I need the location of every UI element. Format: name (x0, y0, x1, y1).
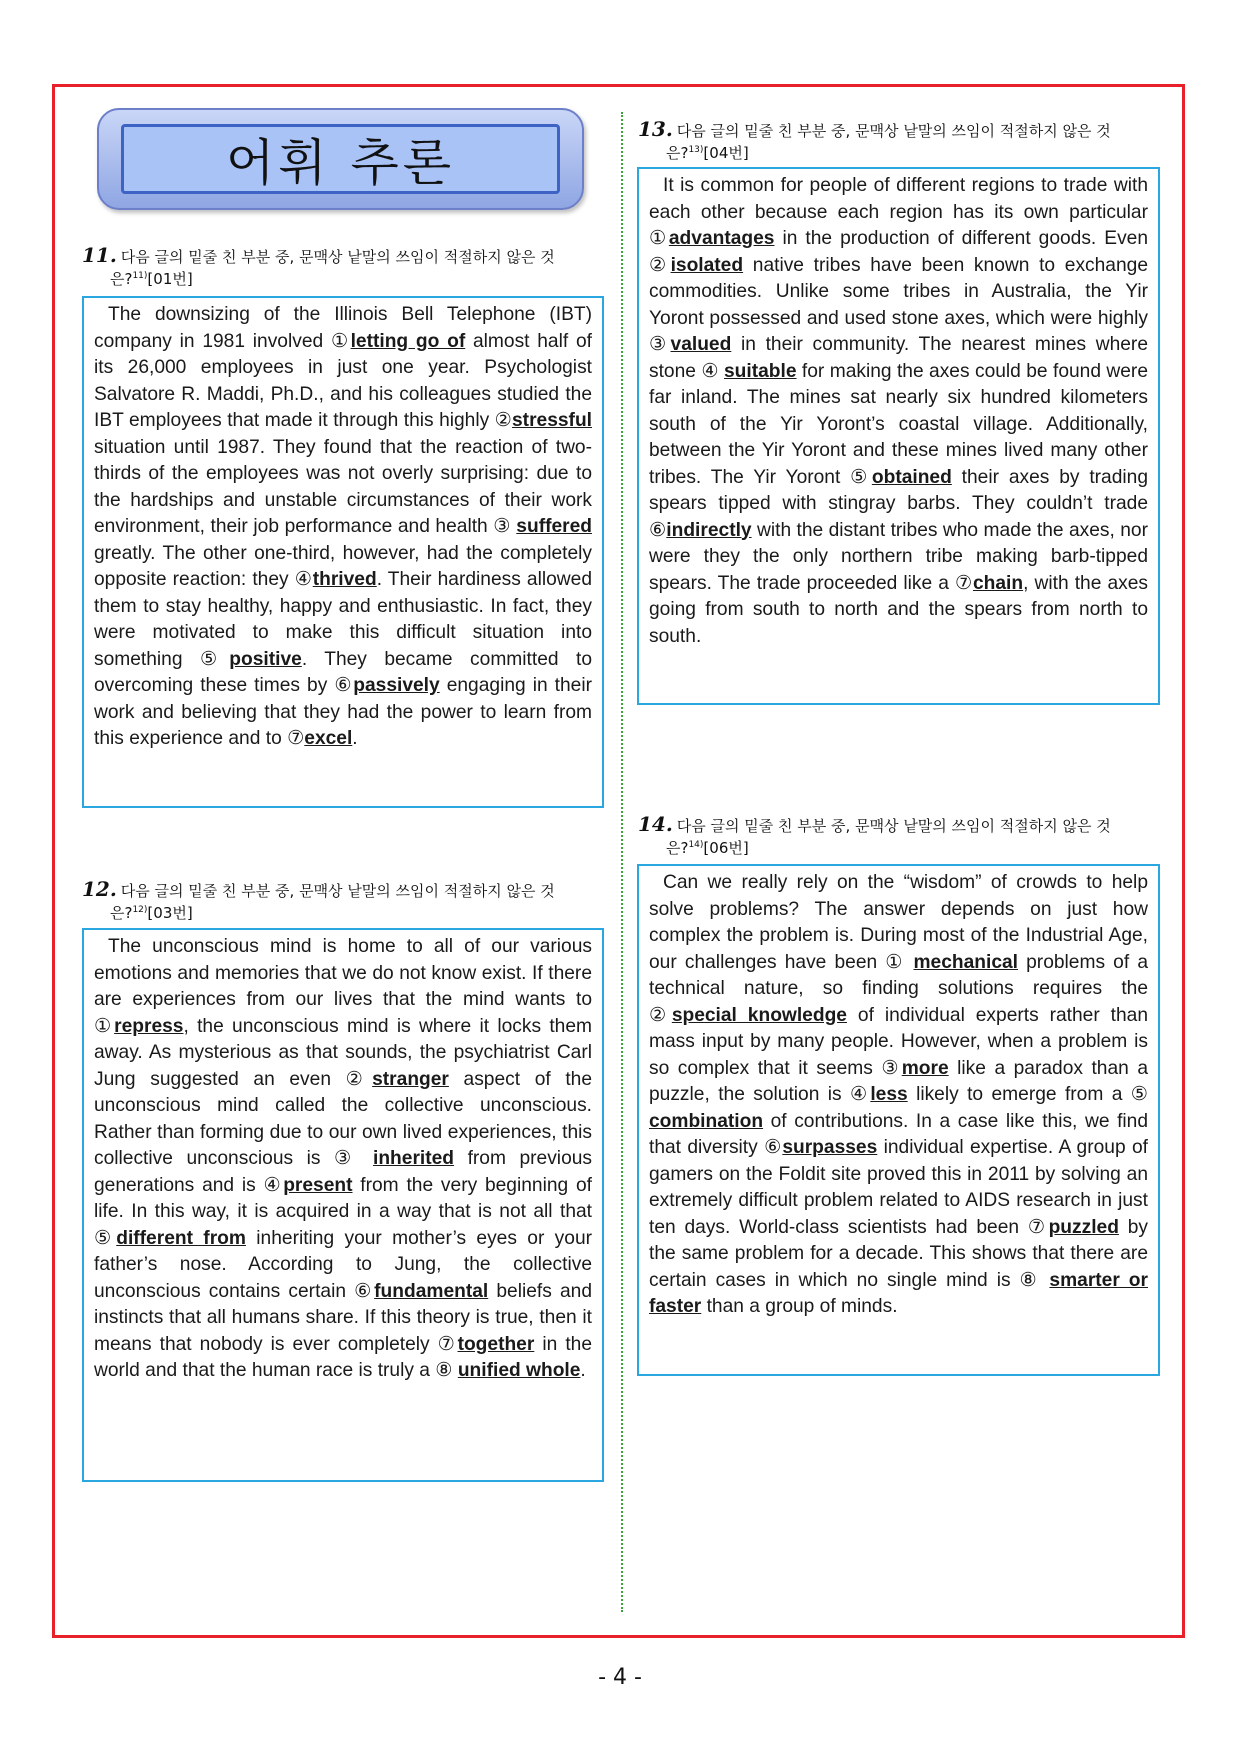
q13-underlined-1: advantages (668, 228, 775, 249)
q12-number: 12. (82, 877, 117, 901)
q12-underlined-8: unified whole (457, 1360, 581, 1381)
q13-underlined-7: chain (972, 572, 1024, 594)
q14-passage: Can we really rely on the “wisdom” of crowds to help solve problems? The answer depends on just how complex the problem is. During most of the Industrial Age, our challenges have been ① mechanical problems of a technical nature, so finding solutions requires the ②special knowledge of individual experts rather than mass input by many people. However, when a problem is so complex that it seems ③more like a paradox than a puzzle, the solution is ④less likely to emerge from a ⑤ combination of contributions. In a case like this, we find that diversity ⑥surpasses individual expertise. A group of gamers on the Foldit site proved this in 2011 by solving an extremely difficult problem related to AIDS research in just ten days. World-class scientists had been ⑦puzzled by the same problem for a decade. This shows that there are certain cases in which no single mind is ⑧ smarter or faster than a group of minds. (649, 872, 1148, 1317)
q14-passage-box (637, 864, 1160, 1376)
q11-underlined-7: excel (304, 728, 353, 749)
q11-underlined-5: positive (229, 648, 302, 670)
q11-footnote-ref: 11) (132, 271, 148, 281)
q14-instruction-end: 은? (666, 839, 689, 857)
q12-underlined-1: repress (114, 1015, 184, 1037)
q11-instruction-end: 은? (110, 270, 133, 288)
q12-underlined-6: fundamental (374, 1280, 489, 1302)
q13-passage: It is common for people of different regions to trade with each other because each region has its own particular ①advantages in the production of different goods. Even ②isolated native tribes have been known to exchange commodities. Unlike some tribes in Australia, the Yir Yoront possessed and used stone axes, which were highly ③valued in their community. The nearest mines where stone ④ suitable for making the axes could be found were far inland. The mines sat nearly six hundred kilometers south of the Yir Yoront’s coastal village. Additionally, between the Yir Yoront and these mines lived many other tribes. The Yir Yoront ⑤obtained their axes by trading spears tipped with stingray barbs. They couldn’t trade ⑥indirectly with the distant tribes who made the axes, nor were they the only northern tribe making barb-tipped spears. The trade proceeded like a ⑦chain, with the axes going from south to north and the spears from north to south. (649, 175, 1148, 647)
q12-underlined-5: different from (116, 1227, 246, 1249)
q11-header (82, 243, 602, 289)
q11-underlined-4: thrived (312, 569, 377, 590)
q13-passage-box (637, 167, 1160, 705)
q13-number: 13. (638, 117, 673, 141)
q13-header (638, 117, 1163, 163)
q13-underlined-5: obtained (871, 466, 952, 488)
q12-underlined-3: inherited (373, 1148, 455, 1169)
q12-passage: The unconscious mind is home to all of our various emotions and memories that we do not know exist. If there are experiences from our lives that the mind wants to ①repress, the unconscious mind is where it locks them away. As mysterious as that sounds, the psychiatrist Carl Jung suggested an even ②stranger aspect of the unconscious mind called the collective unconscious. Rather than forming due to our own lived experiences, this collective unconscious is ③ inherited from previous generations and is ④present from the very beginning of life. In this way, it is acquired in a way that is not all that ⑤different from inheriting your mother’s eyes or your father’s nose. According to Jung, the collective unconscious contains certain ⑥fundamental beliefs and instincts that all humans share. If this theory is true, then it means that nobody is ever completely ⑦together in the world and that the human race is truly a ⑧ unified whole. (94, 936, 593, 1381)
q13-underlined-2: isolated (670, 254, 744, 276)
q14-instruction: 다음 글의 밑줄 친 부분 중, 문맥상 낱말의 쓰임이 적절하지 않은 것 (676, 817, 1111, 835)
page-title: 어휘 추론 (225, 134, 456, 192)
title-badge-inner (121, 124, 560, 194)
q14-underlined-8: smarter or faster (649, 1269, 1148, 1317)
q14-underlined-7: puzzled (1048, 1216, 1119, 1238)
q12-underlined-2: stranger (372, 1068, 449, 1090)
q14-underlined-4: less (870, 1084, 908, 1105)
q14-footnote-ref: 14) (688, 840, 704, 850)
page-number: - 4 - (598, 1665, 642, 1690)
q11-underlined-1: letting go of (350, 330, 466, 352)
q11-instruction: 다음 글의 밑줄 친 부분 중, 문맥상 낱말의 쓰임이 적절하지 않은 것 (120, 248, 555, 266)
q12-passage-box (82, 928, 604, 1482)
q14-underlined-5: combination (649, 1110, 764, 1132)
q13-underlined-4: suitable (724, 360, 797, 382)
q12-header (82, 877, 602, 923)
q13-instruction-end: 은? (666, 144, 689, 162)
q11-underlined-3: suffered (516, 516, 592, 537)
q14-underlined-2: special knowledge (671, 1004, 847, 1026)
q11-number: 11. (82, 243, 117, 267)
title-badge (97, 108, 584, 210)
q14-number: 14. (638, 812, 673, 836)
q14-underlined-3: more (901, 1057, 949, 1079)
q12-underlined-4: present (283, 1174, 353, 1196)
q12-instruction-end: 은? (110, 904, 133, 922)
q12-footnote-ref: 12) (132, 905, 148, 915)
q11-source: [01번] (147, 270, 193, 288)
q12-source: [03번] (147, 904, 193, 922)
q13-underlined-6: indirectly (666, 519, 752, 541)
q11-underlined-2: stressful (512, 410, 592, 431)
q12-instruction: 다음 글의 밑줄 친 부분 중, 문맥상 낱말의 쓰임이 적절하지 않은 것 (120, 882, 555, 900)
q14-underlined-6: surpasses (782, 1137, 878, 1158)
q11-underlined-6: passively (353, 675, 440, 696)
q14-underlined-1: mechanical (913, 951, 1018, 973)
column-divider (621, 112, 623, 1612)
q14-header (638, 812, 1163, 858)
q11-passage-box (82, 296, 604, 808)
q13-instruction: 다음 글의 밑줄 친 부분 중, 문맥상 낱말의 쓰임이 적절하지 않은 것 (676, 122, 1111, 140)
q14-source: [06번] (703, 839, 749, 857)
q11-passage: The downsizing of the Illinois Bell Telephone (IBT) company in 1981 involved ①letting go of almost half of its 26,000 employees in just one year. Psychologist Salvatore R. Maddi, Ph.D., and his colleagues studied the IBT employees that made it through this highly ②stressful situation until 1987. They found that the reaction of two-thirds of the employees was not overly surprising: due to the hardships and unstable circumstances of their work environment, their job performance and health ③ suffered greatly. The other one-third, however, had the completely opposite reaction: they ④thrived. Their hardiness allowed them to stay healthy, happy and enthusiastic. In fact, they were motivated to make this difficult situation into something ⑤positive. They became committed to overcoming these times by ⑥passively engaging in their work and believing that they had the power to learn from this experience and to ⑦excel. (94, 304, 593, 749)
q12-underlined-7: together (457, 1333, 535, 1355)
q13-source: [04번] (703, 144, 749, 162)
q13-underlined-3: valued (670, 334, 732, 355)
q13-footnote-ref: 13) (688, 145, 704, 155)
